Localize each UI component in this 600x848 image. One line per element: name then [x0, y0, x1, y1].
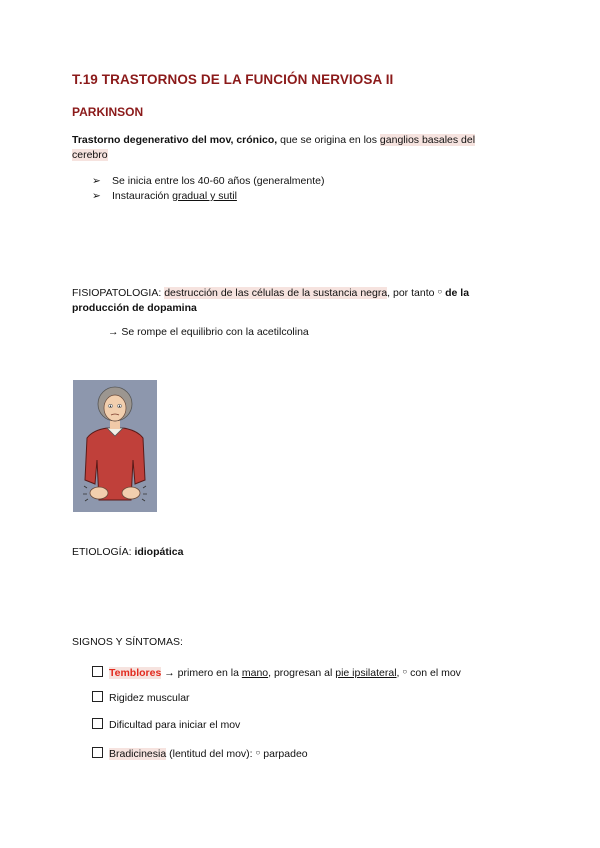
fisiopatologia-text: , por tanto — [387, 287, 438, 299]
signos-heading: SIGNOS Y SÍNTOMAS: — [72, 636, 183, 648]
bullet-item-1 — [92, 174, 324, 189]
fisiopatologia-label: FISIOPATOLOGIA: — [72, 287, 165, 299]
decrease-symbol: ○ — [437, 287, 443, 296]
checklist-item-2 — [92, 691, 190, 706]
sign-text: Dificultad para iniciar el mov — [109, 719, 241, 731]
checklist-item-3 — [92, 718, 240, 733]
sign-text: → primero en la — [161, 667, 242, 679]
checkbox[interactable] — [92, 666, 103, 677]
intro-text: que se origina en los — [277, 134, 380, 146]
arrow-bullet-icon: ➢ — [92, 190, 101, 202]
checkbox[interactable] — [92, 747, 103, 758]
decrease-symbol: ○ — [402, 667, 408, 676]
sign-text: parpadeo — [260, 748, 308, 760]
fisiopatologia-highlight: destrucción de las células de la sustancia negra — [164, 287, 388, 299]
bullet-text: Instauración — [112, 190, 173, 202]
fisiopatologia-paragraph — [72, 284, 512, 316]
checklist-item-4 — [92, 745, 308, 762]
section-heading-parkinson: PARKINSON — [72, 105, 144, 119]
intro-bold: Trastorno degenerativo del mov, crónico, — [72, 134, 278, 146]
bullet-item-2 — [92, 189, 237, 204]
decrease-symbol: ○ — [255, 748, 261, 757]
consequence-line: → Se rompe el equilibrio con la acetilcolina — [108, 326, 309, 338]
intro-highlight: ganglios basales del cerebro — [72, 134, 476, 161]
checkbox[interactable] — [92, 691, 103, 702]
etiologia-line — [72, 545, 183, 560]
sign-highlight-red: Temblores — [109, 667, 162, 679]
checklist-item-1 — [92, 664, 461, 681]
bullet-text: Se inicia entre los 40-60 años (generalmente) — [112, 175, 325, 187]
bullet-underlined: gradual y sutil — [172, 190, 237, 202]
elderly-woman-image — [73, 380, 157, 512]
checkbox[interactable] — [92, 718, 103, 729]
arrow-bullet-icon: ➢ — [92, 175, 101, 187]
sign-text: Rigidez muscular — [109, 692, 190, 704]
parkinson-illustration — [73, 380, 157, 512]
sign-text: , progresan al — [268, 667, 336, 679]
sign-text: (lentitud del mov): — [166, 748, 256, 760]
sign-text: , — [396, 667, 403, 679]
intro-paragraph — [72, 133, 512, 163]
sign-underlined: mano — [241, 667, 269, 679]
fisiopatologia-bold-2: producción de dopamina — [72, 302, 197, 314]
etiologia-label: ETIOLOGÍA: — [72, 546, 135, 558]
document-title: T.19 TRASTORNOS DE LA FUNCIÓN NERVIOSA II — [72, 72, 394, 87]
etiologia-value: idiopática — [134, 546, 184, 558]
fisiopatologia-bold-1: de la — [442, 287, 470, 299]
sign-highlight: Bradicinesia — [109, 748, 167, 760]
sign-underlined: pie ipsilateral — [335, 667, 397, 679]
sign-text: con el mov — [407, 667, 461, 679]
